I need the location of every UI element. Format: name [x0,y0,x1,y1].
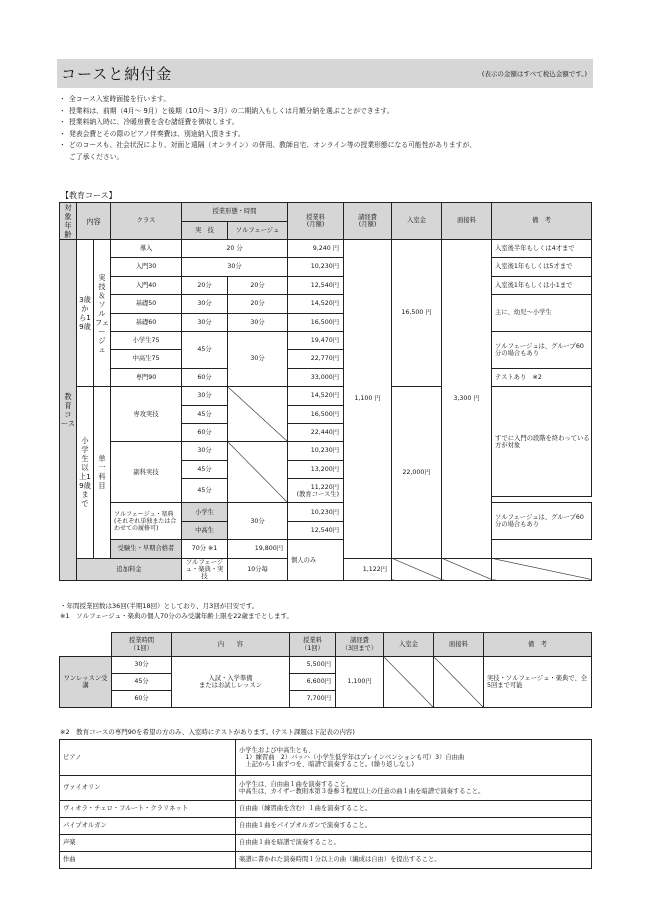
note-line: ※1 ソルフェージュ・楽典の個人70分のみ受講年齢上限を22歳までとします。 [60,612,294,620]
test-note: ※2 教育コースの専門90を希望の方のみ、入室時にテストがあります。(テスト課題は下記表の内容) [60,728,355,736]
header-remarks: 備 考 [484,633,592,657]
note-line: ・年間授業回数は36回(半期18回）としており、月3回が目安です。 [60,602,259,610]
practical-time: 20分 [182,276,228,294]
header-lesson-form: 授業形態・時間 [182,203,288,222]
header-tuition: 授業料 (月額) [288,203,344,240]
instrument: 作曲 [60,852,236,869]
table-row [60,387,592,405]
tuition: 14,520円 [288,387,344,405]
lesson-time: 60分 [112,691,172,708]
extra-form: ソルフェージュ・楽典・実技 [182,558,228,581]
practical-time: 45分 [182,405,228,423]
tuition: 22,440円 [288,423,344,441]
diagonal-empty-cell [434,657,484,708]
lesson-time: 20 分 [182,240,288,258]
tuition-cell [288,479,344,503]
practical-time: 60分 [182,423,228,441]
table-row [60,818,592,835]
tuition: 16,500円 [288,313,344,331]
blank-corner [60,633,112,657]
education-course-label: 【教育コース】 [61,191,117,200]
class-name: 小学生75 [111,331,182,349]
diagonal-empty-cell [442,558,492,581]
class-name: 導入 [111,240,182,258]
course-name: 教育コース [60,240,77,581]
diagonal-empty-cell [384,657,434,708]
tuition: 10,230円 [288,258,344,276]
sub-category: 受験生・早期合格者 [111,540,182,558]
lesson-content: 入試・入学準備 またはお試しレッスン [172,657,290,708]
section-header [57,59,593,88]
class-name: 副科実技 [111,442,182,503]
tuition: 13,200円 [288,460,344,478]
entry-fee-1: 16,500 円 [392,240,442,387]
instrument: ヴァイオリン [60,776,236,801]
solfege-time: 30分 [228,503,288,540]
tuition: 12,540円 [288,521,344,539]
tuition: 11,220円 [310,483,340,491]
remark: ソルフェージュは、グループ60分の場合もあり [492,331,592,368]
solfege-time: 30分 [228,331,288,386]
tuition: 9,240 円 [288,240,344,258]
bullet-continuation: ご了承ください。 [69,152,124,161]
diagonal-empty-cell [492,558,592,581]
bullet-item: ・ 発表会費とその際のピアノ伴奏費は、別途納入頂きます。 [60,129,600,141]
class-name: 基礎50 [111,295,182,313]
remark: テストあり ※2 [492,368,592,386]
table-row [60,295,592,313]
header-misc-fee: 諸経費 (月額) [344,203,392,240]
test-content: 小学生は、自由曲１曲を演奏すること。 中高生は、カイザー教則本第３巻参３程度以上の任意の曲１曲を暗譜で演奏すること。 [236,776,592,801]
diagonal-empty-cell [228,387,288,442]
tuition: 19,470円 [288,331,344,349]
age-range-2: 小学生以上19歳まで [77,387,94,559]
solfege-time: 70分 ※1 [182,540,228,558]
test-content: 楽譜に書かれた演奏時間１分以上の曲（編成は自由）を提出すること。 [236,852,592,869]
table-row [60,835,592,852]
extra-fee-label: 追加料金 [77,558,182,581]
table-row [60,276,592,294]
table-row [60,258,592,276]
tuition-note: (教育コース生) [296,490,340,498]
header-interview-fee: 面接料 [434,633,484,657]
bullet-item: ・ 全コース入室時面接を行います。 [60,94,600,106]
class-name: 入門40 [111,276,182,294]
practical-time: 45分 [182,479,228,503]
entry-fee-2: 22,000円 [392,387,442,559]
tuition: 5,500円 [290,657,336,674]
remark: 入室後半年もしくは4才まで [492,240,592,258]
practical-time: 30分 [182,295,228,313]
table-row [60,657,592,674]
remark: すでに入門の段階を終わっている方が対象 [492,387,592,497]
lesson-time: 30分 [182,258,288,276]
header-entry-fee: 入室金 [384,633,434,657]
header-misc-fee: 諸経費 （3回まで） [336,633,384,657]
diagonal-empty-cell [228,442,288,503]
table-row [60,240,592,258]
header-class: クラス [111,203,182,240]
instrument: ヴィオラ・チェロ・フルート・クラリネット [60,801,236,818]
practical-time: 60分 [182,368,228,386]
tuition: 12,540円 [288,276,344,294]
sub-category: 小学生 [182,503,228,521]
sub-category: 中高生 [182,521,228,539]
class-name: ソルフェージュ・楽典(それぞれ単独または合わせての履修可) [111,503,182,540]
test-content: 小学生および中高生とも、 1）練習曲 2）バッハ（小学生低学年はプレインベンションも可）3）自由曲 上記から１曲ずつを、暗譜で演奏すること。(繰り返しなし) [236,740,592,776]
content-2: 単一科目 [94,387,111,559]
header-lesson-time: 授業時間 （1回） [112,633,172,657]
remark: 入室後1年もしくは5才まで [492,258,592,276]
header-solfege: ソルフェージュ [228,221,288,240]
table-row [60,503,592,521]
header-entry-fee: 入室金 [392,203,442,240]
lesson-time: 45分 [112,674,172,691]
solfege-time: 20分 [228,295,288,313]
tuition: 33,000円 [288,368,344,386]
extra-time: 10分毎 [228,558,288,581]
tuition: 16,500円 [288,405,344,423]
test-content: 自由曲（練習曲を含む）１曲を演奏すること。 [236,801,592,818]
header-target-age: 対象年齢 [60,203,77,240]
instrument: ピアノ [60,740,236,776]
header-row [60,633,592,657]
header-practical: 実 技 [182,221,228,240]
education-course-table [59,202,592,581]
diagonal-empty-cell [392,558,442,581]
header-row [60,203,592,222]
class-name: 専門90 [111,368,182,386]
remark: 個人のみ [288,540,344,581]
practical-time: 30分 [182,387,228,405]
remark: 主に、幼児～小学生 [492,295,592,332]
tax-note: (表示の金額はすべて税込金額です。) [481,70,587,78]
info-bullet-list [60,94,600,163]
header-tuition: 授業料 （1回） [290,633,336,657]
class-name: 専攻実技 [111,387,182,442]
practical-time: 30分 [182,442,228,460]
tuition: 14,520円 [288,295,344,313]
table-row [60,852,592,869]
header-content: 内 容 [172,633,290,657]
header-remarks: 備 考 [492,203,592,240]
interview-fee: 3,300 円 [442,240,492,559]
tuition: 10,230円 [288,442,344,460]
table-row [60,801,592,818]
table-row [60,368,592,386]
age-range-1: 3歳から19歳 [77,240,94,387]
tuition: 7,700円 [290,691,336,708]
class-name: 入門30 [111,258,182,276]
one-lesson-table [59,632,592,708]
extra-tuition: 1,122円 [344,558,392,581]
instrument: 声楽 [60,835,236,852]
header-interview-fee: 面接料 [442,203,492,240]
table-row [60,776,592,801]
solfege-time: 30分 [228,313,288,331]
bullet-item: ・ 授業料納入時に、冷暖房費を含む諸経費を徴収します。 [60,117,600,129]
practical-time: 45分 [182,460,228,478]
tuition: 19,800円 [228,540,288,558]
remark: ソルフェージュは、グループ60分の場合もあり [492,503,592,540]
lesson-name: ワンレッスン受講 [60,657,112,708]
bullet-item: ・ 授業料は、前期（4月～ 9月）と後期（10月～ 3月）の二期納入もしくは月額分納を選ぶことができます。 [60,106,600,118]
misc-fee: 1,100円 [336,657,384,708]
lesson-time: 30分 [112,657,172,674]
misc-fee: 1,100 円 [344,240,392,559]
header-content: 内容 [77,203,111,240]
bullet-item: ・ どのコースも、社会状況により、対面と遠隔（オンライン）の併用、教師自宅、オンライン等の授業形態になる可能性がありますが、 [60,140,600,152]
test-content: 自由曲１曲を暗譜で演奏すること。 [236,835,592,852]
content-1: 実技＆ソルフェージュ [94,240,111,387]
test-content: 自由曲１曲をパイプオルガンで演奏すること。 [236,818,592,835]
remark: 入室後1年もしくは小1まで [492,276,592,294]
instrument: パイプオルガン [60,818,236,835]
solfege-time: 20分 [228,276,288,294]
table-row [60,331,592,349]
education-notes [60,601,293,621]
tuition: 6,600円 [290,674,336,691]
class-name: 基礎60 [111,313,182,331]
tuition: 10,230円 [288,503,344,521]
tuition: 22,770円 [288,350,344,368]
table-row [60,540,592,558]
test-requirements-table [59,739,592,869]
page-title: コースと納付金 [61,65,173,83]
practical-time: 45分 [182,331,228,368]
practical-time: 30分 [182,313,228,331]
table-row [60,740,592,776]
remark: 実技・ソルフェージュ・楽典で、全5回まで可能 [484,657,592,708]
class-name: 中高生75 [111,350,182,368]
